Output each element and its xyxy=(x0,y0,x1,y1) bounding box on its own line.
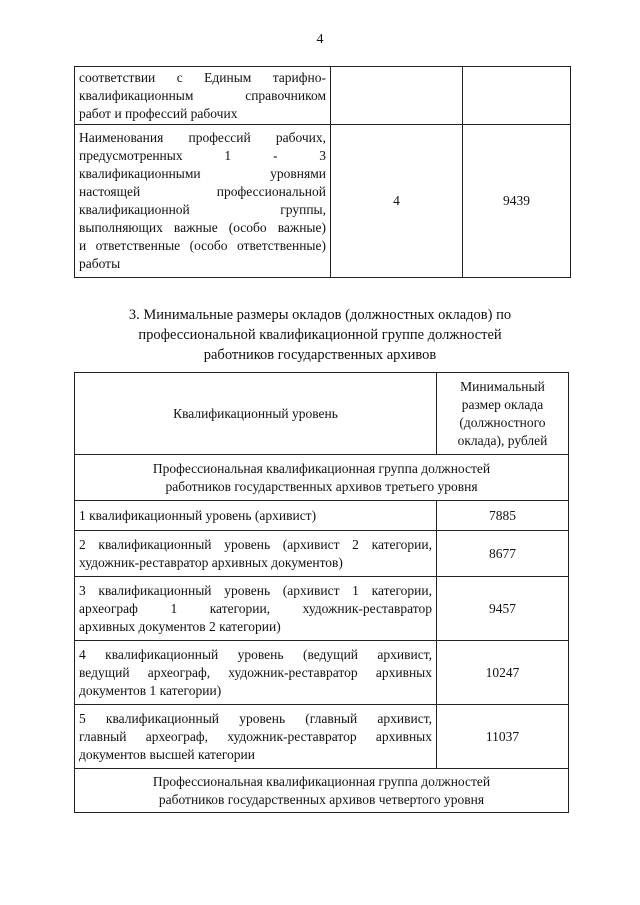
level-cell xyxy=(75,501,437,531)
cell-line: квалификационной группы, xyxy=(79,202,326,217)
level-cell xyxy=(75,641,437,705)
cell-line: 4 квалификационный уровень (ведущий архивист, xyxy=(79,646,432,662)
header-line: (должностного xyxy=(459,414,546,430)
group-heading xyxy=(75,455,569,501)
cell-line: документов 1 категории) xyxy=(79,682,222,698)
cell-line: выполняющих важные (особо важные) xyxy=(79,220,326,235)
profession-cell xyxy=(75,67,331,125)
cell-line: Наименования профессий рабочих, xyxy=(79,130,326,145)
title-line: работников государственных архивов xyxy=(203,347,437,363)
cell-line: 1 квалификационный уровень (архивист) xyxy=(79,507,317,523)
title-line: 3. Минимальные размеры окладов (должностных окладов) по xyxy=(128,307,512,323)
table-row xyxy=(75,531,569,577)
salary-cell xyxy=(463,67,571,125)
cell-line: предусмотренных 1 - 3 xyxy=(79,148,326,163)
cell-line: ведущий археограф, художник-реставратор архивных xyxy=(79,664,432,680)
cell-line: археограф 1 категории, художник-реставратор xyxy=(79,600,432,616)
group-row xyxy=(75,455,569,501)
cell-line: работ и профессий рабочих xyxy=(79,105,238,121)
table-header-row xyxy=(75,373,569,455)
header-level: Квалификационный уровень xyxy=(75,373,437,455)
group-line: работников государственных архивов четвертого уровня xyxy=(158,791,485,807)
level-cell xyxy=(75,577,437,641)
header-line: Минимальный xyxy=(460,378,545,394)
level-cell xyxy=(75,531,437,577)
cell-line: 2 квалификационный уровень (архивист 2 категории, xyxy=(79,536,432,552)
table-row xyxy=(75,125,571,278)
table-row xyxy=(75,67,571,125)
level-cell xyxy=(75,705,437,769)
cell-line: настоящей профессиональной xyxy=(79,184,326,199)
header-salary xyxy=(437,373,569,455)
level-cell xyxy=(331,67,463,125)
table-row xyxy=(75,577,569,641)
group-line: Профессиональная квалификационная группа должностей xyxy=(152,460,491,476)
page-number: 4 xyxy=(316,32,324,47)
group-row xyxy=(75,769,569,813)
table-row xyxy=(75,641,569,705)
salary-cell: 11037 xyxy=(437,705,569,769)
cell-line: 3 квалификационный уровень (архивист 1 категории, xyxy=(79,582,432,598)
profession-cell xyxy=(75,125,331,278)
cell-line: работы xyxy=(79,256,121,271)
salary-table xyxy=(74,372,569,813)
group-heading xyxy=(75,769,569,813)
cell-line: главный археограф, художник-реставратор архивных xyxy=(79,728,432,744)
table-row xyxy=(75,705,569,769)
cell-line: документов высшей категории xyxy=(79,746,256,762)
salary-cell: 9457 xyxy=(437,577,569,641)
salary-cell: 10247 xyxy=(437,641,569,705)
salary-cell: 9439 xyxy=(463,125,571,278)
cell-line: квалификационным справочником xyxy=(79,87,326,103)
group-line: работников государственных архивов третьего уровня xyxy=(165,478,478,494)
header-line: размер оклада xyxy=(461,396,544,412)
table-row xyxy=(75,501,569,531)
salary-cell: 8677 xyxy=(437,531,569,577)
cell-line: квалификационными уровнями xyxy=(79,166,326,181)
cell-line: 5 квалификационный уровень (главный архивист, xyxy=(79,710,432,726)
section-title xyxy=(0,305,640,365)
cell-line: и ответственные (особо ответственные) xyxy=(79,238,326,253)
salary-cell: 7885 xyxy=(437,501,569,531)
group-line: Профессиональная квалификационная группа должностей xyxy=(152,773,491,789)
title-line: профессиональной квалификационной группе должностей xyxy=(138,327,502,343)
header-line: оклада), рублей xyxy=(457,432,548,448)
continuation-table xyxy=(74,66,571,278)
cell-line: архивных документов 2 категории) xyxy=(79,618,281,634)
level-cell: 4 xyxy=(331,125,463,278)
cell-line: художник-реставратор архивных документов) xyxy=(79,554,343,570)
cell-line: соответствии с Единым тарифно- xyxy=(79,69,326,85)
